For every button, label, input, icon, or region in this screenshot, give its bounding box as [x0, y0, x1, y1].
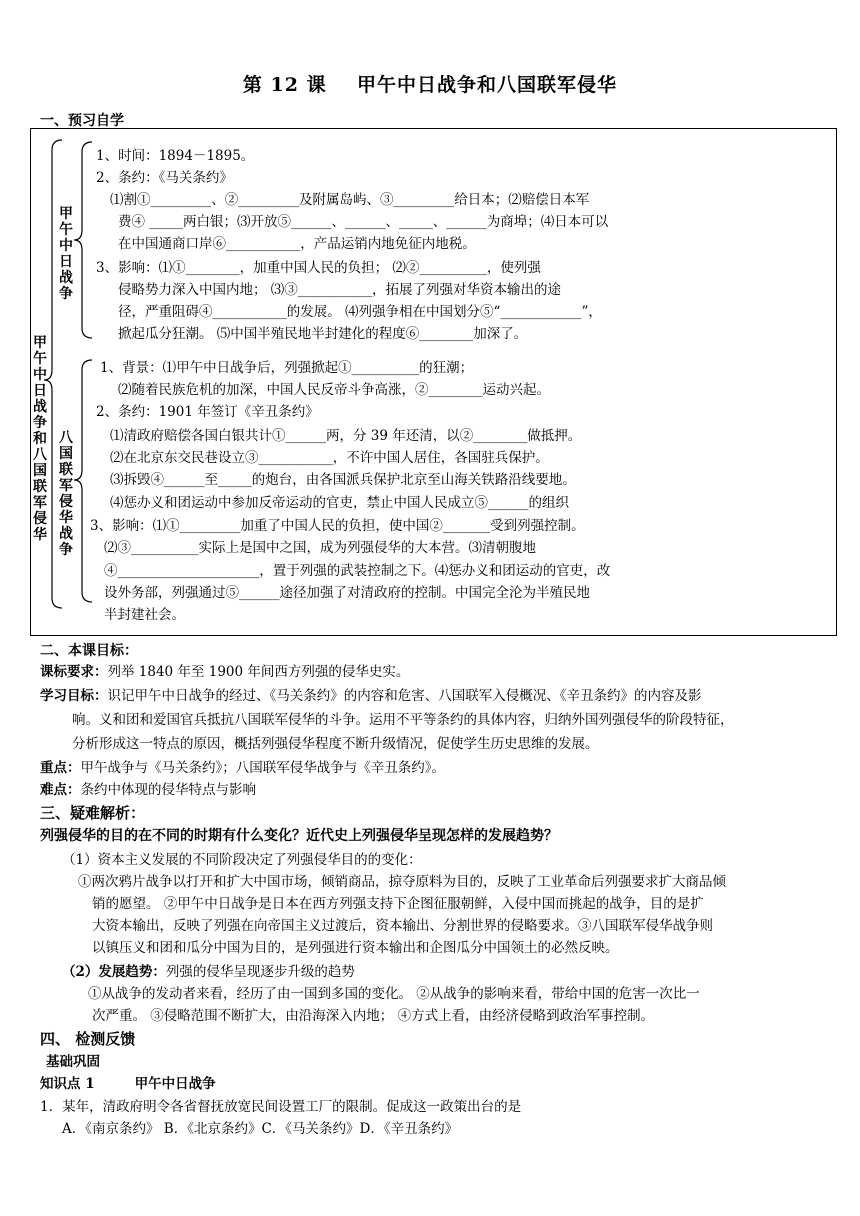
jiawu-line-4: 费④ _____两白银；⑶开放⑤______、______、_____、______为商埠；⑷日本可以 [118, 214, 609, 230]
analysis-trend [62, 962, 355, 982]
analysis-p5: 以镇压义和团和瓜分中国为目的，是列强进行资本输出和企图瓜分中国领土的必然反映。 [92, 940, 619, 956]
trend-text: 列强的侵华呈现逐步升级的趋势 [165, 964, 355, 980]
kp-label: 知识点 1 [40, 1076, 95, 1092]
goal-text-1: 识记甲午中日战争的经过、《马关条约》的内容和危害、八国联军入侵概况、《辛丑条约》的内容及影 [107, 688, 702, 704]
trend-label: （2）发展趋势： [62, 964, 166, 980]
baguo-line-8: 3、影响：⑴①_________加重了中国人民的负担，使中国②_______受到列强控制。 [90, 518, 585, 534]
key-point [40, 758, 445, 778]
standard-label: 课标要求： [40, 664, 108, 680]
baguo-line-5: ⑵在北京东交民巷设立③___________，不许中国人居住，各国驻兵保护。 [110, 450, 549, 466]
section-2-heading: 二、本课目标： [40, 643, 138, 659]
jiawu-line-3: ⑴割①_________、②_________及附属岛屿、③_________给日本；⑵赔偿日本军 [110, 192, 590, 208]
difficulty-label: 难点： [40, 782, 81, 798]
section-1-heading: 一、预习自学 [40, 113, 124, 129]
analysis-question: 列强侵华的目的在不同的时期有什么变化？近代史上列强侵华呈现怎样的发展趋势？ [40, 828, 558, 844]
baguo-line-9: ⑵③__________实际上是国中之国，成为列强侵华的大本营。⑶清朝腹地 [104, 540, 536, 556]
analysis-p3: 销的愿望。 ②甲午中日战争是日本在西方列强支持下企图征服朝鲜，入侵中国而挑起的战争，目的是扩 [92, 896, 704, 912]
goal-text-2: 响。义和团和爱国官兵抵抗八国联军侵华的斗争。运用不平等条约的具体内容，归纳外国列强侵华的阶段特征， [72, 712, 734, 728]
key-label: 重点： [40, 760, 81, 776]
baguo-line-3: 2、条约：1901 年签订《辛丑条约》 [96, 404, 319, 420]
baguo-line-7: ⑷惩办义和团运动中参加反帝运动的官吏，禁止中国人民成立⑤______的组织 [110, 495, 569, 511]
question-1: 1．某年，清政府明令各省督抚放宽民间设置工厂的限制。促成这一政策出台的是 [40, 1099, 522, 1115]
outer-vertical-label: 甲午中日战争和八国联军侵华 [33, 335, 47, 543]
jiawu-treaty: 2、条约：《马关条约》 [96, 170, 233, 186]
baguo-line-11: 设外务部，列强通过⑤______途径加强了对清政府的控制。中国完全沦为半殖民地 [104, 585, 590, 601]
baguo-line-10: ④_____________________，置于列强的武装控制之下。⑷惩办义和团运动的官吏，改 [104, 563, 611, 579]
analysis-p8: 次严重。 ③侵略范围不断扩大，由沿海深入内地； ④方式上看，由经济侵略到政治军事控制。 [92, 1008, 655, 1024]
goal-label: 学习目标： [40, 688, 108, 704]
analysis-p4: 大资本输出，反映了列强在向帝国主义过渡后，资本输出、分割世界的侵略要求。③八国联军侵华战争则 [92, 918, 713, 934]
jiawu-line-6: 3、影响：⑴①________，加重中国人民的负担； ⑵②__________，使列强 [96, 260, 541, 276]
difficulty [40, 780, 256, 800]
baguo-line-1: 1、背景：⑴甲午中日战争后，列强掀起①__________的狂潮； [100, 360, 474, 376]
jiawu-time: 1、时间：1894－1895。 [96, 148, 255, 164]
knowledge-point-1 [40, 1074, 216, 1094]
key-text: 甲午战争与《马关条约》；八国联军侵华战争与《辛丑条约》。 [80, 760, 445, 776]
baguo-vertical-label: 八国联军侵华战争 [59, 430, 73, 558]
difficulty-text: 条约中体现的侵华特点与影响 [80, 782, 256, 798]
analysis-p7: ①从战争的发动者来看，经历了由一国到多国的变化。 ②从战争的影响来看，带给中国的危害一次比一 [88, 986, 700, 1002]
baguo-line-12: 半封建社会。 [104, 607, 185, 623]
page-title: 第 12 课 甲午中日战争和八国联军侵华 [242, 74, 618, 96]
question-1-options[interactable]: A．《南京条约》 B．《北京条约》C．《马关条约》D．《辛丑条约》 [62, 1121, 459, 1137]
jiawu-line-5: 在中国通商口岸⑥___________，产品运销内地免征内地税。 [118, 236, 476, 252]
jiawu-line-9: 掀起瓜分狂潮。 ⑸中国半殖民地半封建化的程度⑥________加深了。 [118, 326, 528, 342]
analysis-p2: ①两次鸦片战争以打开和扩大中国市场，倾销商品，掠夺原料为目的，反映了工业革命后列强要求扩大商品倾 [78, 874, 726, 890]
learning-goal [40, 686, 702, 706]
standard-requirement [40, 662, 409, 682]
jiawu-vertical-label: 甲午中日战争 [59, 206, 73, 302]
section-3-heading: 三、疑难解析： [40, 804, 146, 822]
baguo-line-6: ⑶拆毁④______至_____的炮台，由各国派兵保护北京至山海关铁路沿线要地。 [110, 472, 576, 488]
basic-consolidation: 基础巩固 [46, 1054, 100, 1070]
jiawu-line-7: 侵略势力深入中国内地； ⑶③___________，拓展了列强对华资本输出的途 [118, 282, 562, 298]
analysis-p1: （1）资本主义发展的不同阶段决定了列强侵华目的的变化： [62, 852, 422, 868]
jiawu-line-8: 径，严重阻碍④___________的发展。 ⑷列强争相在中国划分⑤“____________”， [118, 304, 602, 320]
baguo-line-2: ⑵随着民族危机的加深，中国人民反帝斗争高涨，②________运动兴起。 [118, 382, 550, 398]
standard-text: 列举 1840 年至 1900 年间西方列强的侵华史实。 [107, 664, 410, 680]
goal-text-3: 分析形成这一特点的原因，概括列强侵华程度不断升级情况，促使学生历史思维的发展。 [72, 736, 599, 752]
kp-title: 甲午中日战争 [134, 1076, 216, 1092]
section-4-heading: 四、 检测反馈 [40, 1030, 136, 1048]
baguo-line-4: ⑴清政府赔偿各国白银共计①______两，分 39 年还清，以②________做抵押。 [110, 428, 582, 444]
